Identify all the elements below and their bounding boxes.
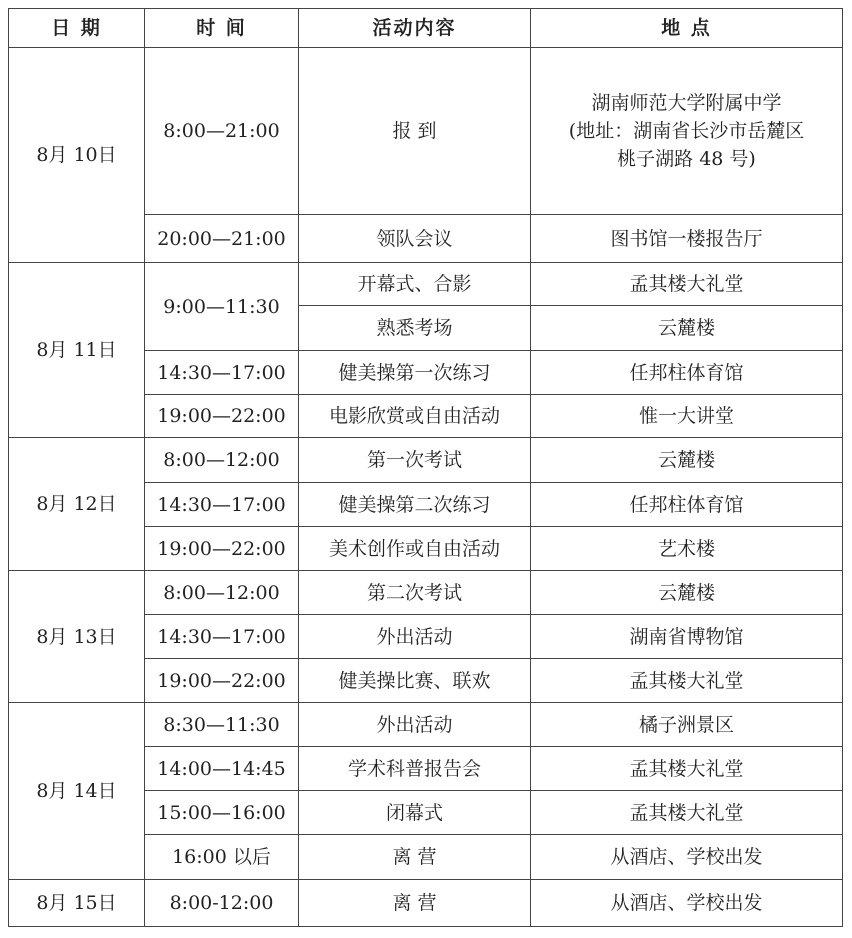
date-cell: 8月 11日	[9, 263, 145, 438]
table-row	[9, 703, 843, 747]
table-row	[9, 48, 843, 215]
date-cell: 8月 10日	[9, 48, 145, 263]
location-cell: 孟其楼大礼堂	[531, 659, 843, 703]
header-location: 地 点	[531, 9, 843, 48]
time-cell: 19:00—22:00	[145, 659, 299, 703]
schedule-table	[8, 8, 843, 927]
location-cell: 橘子洲景区	[531, 703, 843, 747]
activity-cell: 离 营	[299, 880, 531, 927]
date-cell: 8月 12日	[9, 438, 145, 571]
time-cell: 16:00 以后	[145, 835, 299, 880]
activity-cell: 外出活动	[299, 615, 531, 659]
table-row	[9, 438, 843, 483]
time-cell: 15:00—16:00	[145, 791, 299, 835]
time-cell: 14:30—17:00	[145, 483, 299, 527]
location-cell: 惟一大讲堂	[531, 395, 843, 438]
location-line: (地址：湖南省长沙市岳麓区	[568, 120, 805, 142]
activity-cell: 离 营	[299, 835, 531, 880]
location-cell: 孟其楼大礼堂	[531, 263, 843, 306]
activity-cell: 健美操第一次练习	[299, 351, 531, 395]
activity-cell: 外出活动	[299, 703, 531, 747]
schedule-sheet	[8, 8, 842, 927]
location-cell: 艺术楼	[531, 527, 843, 571]
table-row	[9, 571, 843, 615]
location-cell: 云麓楼	[531, 571, 843, 615]
time-cell: 8:00—21:00	[145, 48, 299, 215]
location-cell: 孟其楼大礼堂	[531, 747, 843, 791]
table-row	[9, 880, 843, 927]
time-cell: 19:00—22:00	[145, 527, 299, 571]
location-line: 湖南师范大学附属中学	[591, 92, 782, 114]
location-cell: 湖南省博物馆	[531, 615, 843, 659]
activity-cell: 学术科普报告会	[299, 747, 531, 791]
time-cell: 14:30—17:00	[145, 351, 299, 395]
activity-cell: 开幕式、合影	[299, 263, 531, 306]
date-cell: 8月 14日	[9, 703, 145, 880]
time-cell: 14:30—17:00	[145, 615, 299, 659]
activity-cell: 报 到	[299, 48, 531, 215]
location-cell: 云麓楼	[531, 438, 843, 483]
activity-cell: 闭幕式	[299, 791, 531, 835]
header-row	[9, 9, 843, 48]
location-line: 桃子湖路 48 号)	[617, 148, 756, 170]
table-row	[9, 263, 843, 306]
activity-cell: 电影欣赏或自由活动	[299, 395, 531, 438]
location-cell: 任邦柱体育馆	[531, 483, 843, 527]
location-cell: 任邦柱体育馆	[531, 351, 843, 395]
activity-cell: 美术创作或自由活动	[299, 527, 531, 571]
time-cell: 19:00—22:00	[145, 395, 299, 438]
activity-cell: 领队会议	[299, 215, 531, 263]
location-cell: 图书馆一楼报告厅	[531, 215, 843, 263]
time-cell: 20:00—21:00	[145, 215, 299, 263]
time-cell: 8:00—12:00	[145, 438, 299, 483]
activity-cell: 熟悉考场	[299, 306, 531, 351]
location-cell: 从酒店、学校出发	[531, 880, 843, 927]
activity-cell: 第二次考试	[299, 571, 531, 615]
date-cell: 8月 15日	[9, 880, 145, 927]
date-cell: 8月 13日	[9, 571, 145, 703]
location-cell: 云麓楼	[531, 306, 843, 351]
time-cell: 8:00—12:00	[145, 571, 299, 615]
time-cell: 9:00—11:30	[145, 263, 299, 351]
header-time: 时 间	[145, 9, 299, 48]
header-date: 日 期	[9, 9, 145, 48]
location-cell	[531, 48, 843, 215]
time-cell: 8:00-12:00	[145, 880, 299, 927]
location-cell: 孟其楼大礼堂	[531, 791, 843, 835]
location-cell: 从酒店、学校出发	[531, 835, 843, 880]
time-cell: 8:30—11:30	[145, 703, 299, 747]
activity-cell: 第一次考试	[299, 438, 531, 483]
time-cell: 14:00—14:45	[145, 747, 299, 791]
activity-cell: 健美操第二次练习	[299, 483, 531, 527]
header-activity: 活动内容	[299, 9, 531, 48]
activity-cell: 健美操比赛、联欢	[299, 659, 531, 703]
